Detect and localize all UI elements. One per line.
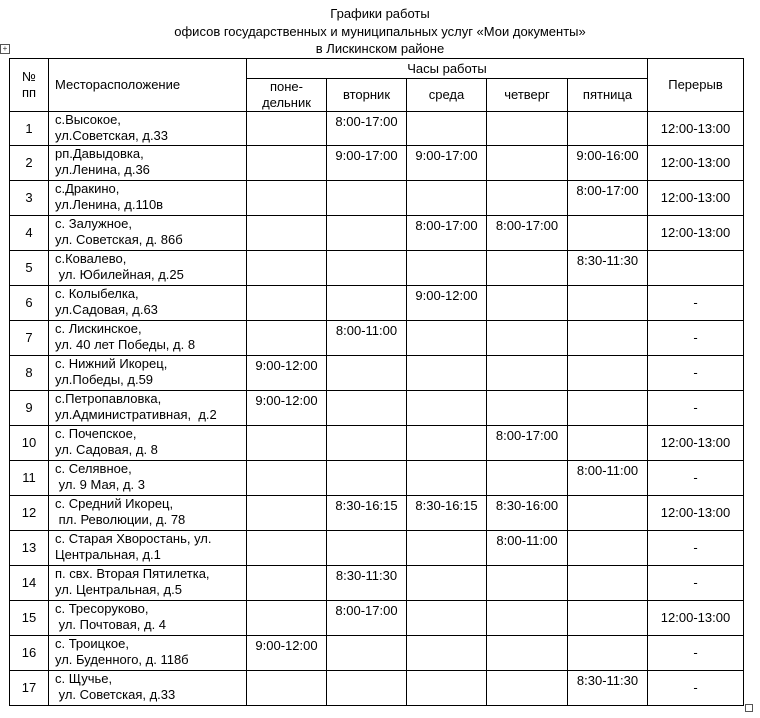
table-row (10, 671, 744, 706)
row-hours-monday (247, 426, 327, 461)
row-hours-tuesday: 8:00-11:00 (327, 321, 407, 356)
row-hours-thursday (487, 321, 568, 356)
row-location: с.Высокое, ул.Советская, д.33 (49, 112, 247, 146)
row-hours-monday: 9:00-12:00 (247, 636, 327, 671)
row-hours-tuesday: 8:30-16:15 (327, 496, 407, 531)
table-row (10, 426, 744, 461)
row-hours-tuesday (327, 356, 407, 391)
row-number: 14 (10, 566, 49, 601)
table-row (10, 566, 744, 601)
row-hours-thursday (487, 356, 568, 391)
row-hours-monday (247, 112, 327, 146)
row-number: 15 (10, 601, 49, 636)
table-row (10, 251, 744, 286)
table-resize-handle-icon[interactable] (745, 704, 753, 712)
row-break: - (648, 286, 744, 321)
row-location: с. Лискинское, ул. 40 лет Победы, д. 8 (49, 321, 247, 356)
row-hours-tuesday (327, 426, 407, 461)
row-hours-friday (568, 391, 648, 426)
row-number: 13 (10, 531, 49, 566)
table-row (10, 636, 744, 671)
row-hours-friday (568, 286, 648, 321)
row-hours-friday: 8:30-11:30 (568, 671, 648, 706)
table-row (10, 321, 744, 356)
row-hours-wednesday (407, 321, 487, 356)
row-number: 10 (10, 426, 49, 461)
header-day-friday: пятница (568, 79, 648, 112)
row-hours-wednesday (407, 531, 487, 566)
row-break: - (648, 321, 744, 356)
table-row (10, 146, 744, 181)
row-hours-thursday (487, 112, 568, 146)
row-number: 3 (10, 181, 49, 216)
row-hours-thursday (487, 636, 568, 671)
table-move-handle-icon[interactable]: + (0, 44, 10, 54)
row-location: с.Дракино, ул.Ленина, д.110в (49, 181, 247, 216)
row-break: 12:00-13:00 (648, 181, 744, 216)
table-row (10, 112, 744, 146)
table-row (10, 356, 744, 391)
row-location: с. Троицкое, ул. Буденного, д. 118б (49, 636, 247, 671)
row-hours-wednesday (407, 391, 487, 426)
table-row (10, 181, 744, 216)
row-break: - (648, 566, 744, 601)
table-row (10, 601, 744, 636)
row-location: с. Селявное, ул. 9 Мая, д. 3 (49, 461, 247, 496)
row-hours-friday: 8:30-11:30 (568, 251, 648, 286)
table-row (10, 496, 744, 531)
row-hours-tuesday (327, 391, 407, 426)
row-hours-tuesday (327, 286, 407, 321)
row-break: 12:00-13:00 (648, 146, 744, 181)
row-hours-wednesday: 9:00-17:00 (407, 146, 487, 181)
row-hours-monday (247, 251, 327, 286)
row-number: 8 (10, 356, 49, 391)
row-hours-thursday: 8:00-11:00 (487, 531, 568, 566)
row-location: п. свх. Вторая Пятилетка, ул. Центральная, д.5 (49, 566, 247, 601)
header-day-monday: поне- дельник (247, 79, 327, 112)
row-number: 12 (10, 496, 49, 531)
row-hours-monday (247, 216, 327, 251)
row-hours-tuesday: 8:30-11:30 (327, 566, 407, 601)
row-hours-friday (568, 112, 648, 146)
header-day-thursday: четверг (487, 79, 568, 112)
row-break: 12:00-13:00 (648, 601, 744, 636)
row-hours-wednesday (407, 251, 487, 286)
row-hours-monday (247, 181, 327, 216)
row-hours-wednesday (407, 426, 487, 461)
row-hours-wednesday (407, 636, 487, 671)
row-hours-friday (568, 321, 648, 356)
row-break: 12:00-13:00 (648, 426, 744, 461)
row-hours-monday (247, 601, 327, 636)
row-hours-friday (568, 356, 648, 391)
row-location: рп.Давыдовка, ул.Ленина, д.36 (49, 146, 247, 181)
document-title-line-3: в Лискинском районе (315, 41, 445, 56)
row-hours-wednesday: 8:00-17:00 (407, 216, 487, 251)
row-hours-wednesday: 9:00-12:00 (407, 286, 487, 321)
row-number: 17 (10, 671, 49, 706)
row-number: 7 (10, 321, 49, 356)
row-number: 2 (10, 146, 49, 181)
header-break: Перерыв (648, 59, 744, 112)
row-hours-monday (247, 321, 327, 356)
row-hours-monday: 9:00-12:00 (247, 391, 327, 426)
row-hours-friday: 8:00-17:00 (568, 181, 648, 216)
row-hours-tuesday: 8:00-17:00 (327, 601, 407, 636)
row-hours-thursday (487, 146, 568, 181)
row-break: - (648, 461, 744, 496)
row-number: 6 (10, 286, 49, 321)
row-hours-thursday (487, 251, 568, 286)
row-hours-tuesday (327, 531, 407, 566)
row-break: 12:00-13:00 (648, 112, 744, 146)
row-hours-thursday (487, 671, 568, 706)
row-hours-monday (247, 286, 327, 321)
row-location: с.Ковалево, ул. Юбилейная, д.25 (49, 251, 247, 286)
header-day-wednesday: среда (407, 79, 487, 112)
header-day-tuesday: вторник (327, 79, 407, 112)
schedule-table (9, 58, 744, 706)
row-hours-wednesday (407, 671, 487, 706)
row-hours-thursday (487, 391, 568, 426)
row-hours-thursday (487, 461, 568, 496)
row-hours-friday (568, 566, 648, 601)
row-number: 9 (10, 391, 49, 426)
row-hours-tuesday (327, 671, 407, 706)
row-hours-thursday (487, 181, 568, 216)
document-title-line-2: офисов государственных и муниципальных услуг «Мои документы» (174, 24, 586, 39)
table-row (10, 461, 744, 496)
row-hours-thursday: 8:30-16:00 (487, 496, 568, 531)
row-hours-monday (247, 496, 327, 531)
row-number: 1 (10, 112, 49, 146)
row-hours-tuesday (327, 181, 407, 216)
row-hours-wednesday (407, 112, 487, 146)
row-hours-friday (568, 601, 648, 636)
row-hours-tuesday: 9:00-17:00 (327, 146, 407, 181)
row-hours-friday: 8:00-11:00 (568, 461, 648, 496)
table-row (10, 531, 744, 566)
table-row (10, 391, 744, 426)
row-location: с. Колыбелка, ул.Садовая, д.63 (49, 286, 247, 321)
row-hours-tuesday: 8:00-17:00 (327, 112, 407, 146)
row-break: - (648, 531, 744, 566)
row-location: с. Залужное, ул. Советская, д. 86б (49, 216, 247, 251)
row-break: - (648, 391, 744, 426)
row-hours-monday: 9:00-12:00 (247, 356, 327, 391)
row-break (648, 251, 744, 286)
row-hours-friday: 9:00-16:00 (568, 146, 648, 181)
row-location: с. Тресоруково, ул. Почтовая, д. 4 (49, 601, 247, 636)
row-location: с.Петропавловка, ул.Административная, д.2 (49, 391, 247, 426)
row-break: - (648, 636, 744, 671)
row-number: 4 (10, 216, 49, 251)
row-hours-wednesday (407, 601, 487, 636)
row-hours-thursday (487, 566, 568, 601)
row-break: 12:00-13:00 (648, 496, 744, 531)
row-location: с. Почепское, ул. Садовая, д. 8 (49, 426, 247, 461)
row-hours-monday (247, 531, 327, 566)
row-hours-thursday (487, 286, 568, 321)
table-row (10, 216, 744, 251)
header-number: № пп (10, 59, 49, 112)
row-hours-monday (247, 566, 327, 601)
row-break: - (648, 356, 744, 391)
row-break: - (648, 671, 744, 706)
row-hours-wednesday: 8:30-16:15 (407, 496, 487, 531)
row-hours-friday (568, 216, 648, 251)
row-hours-thursday (487, 601, 568, 636)
row-location: с. Старая Хворостань, ул. Центральная, д.1 (49, 531, 247, 566)
header-hours: Часы работы (247, 59, 648, 79)
row-number: 5 (10, 251, 49, 286)
row-hours-friday (568, 426, 648, 461)
row-hours-friday (568, 636, 648, 671)
header-location: Месторасположение (49, 59, 247, 112)
row-hours-tuesday (327, 461, 407, 496)
row-hours-wednesday (407, 461, 487, 496)
row-hours-tuesday (327, 216, 407, 251)
row-location: с. Нижний Икорец, ул.Победы, д.59 (49, 356, 247, 391)
row-number: 11 (10, 461, 49, 496)
row-hours-wednesday (407, 356, 487, 391)
row-hours-monday (247, 146, 327, 181)
row-break: 12:00-13:00 (648, 216, 744, 251)
row-hours-friday (568, 496, 648, 531)
row-hours-tuesday (327, 636, 407, 671)
row-hours-thursday: 8:00-17:00 (487, 216, 568, 251)
document-title-line-1: Графики работы (330, 6, 430, 21)
row-location: с. Средний Икорец, пл. Революции, д. 78 (49, 496, 247, 531)
row-hours-monday (247, 461, 327, 496)
row-location: с. Щучье, ул. Советская, д.33 (49, 671, 247, 706)
row-hours-monday (247, 671, 327, 706)
row-hours-friday (568, 531, 648, 566)
table-row (10, 286, 744, 321)
row-hours-tuesday (327, 251, 407, 286)
row-number: 16 (10, 636, 49, 671)
row-hours-wednesday (407, 181, 487, 216)
row-hours-wednesday (407, 566, 487, 601)
row-hours-thursday: 8:00-17:00 (487, 426, 568, 461)
